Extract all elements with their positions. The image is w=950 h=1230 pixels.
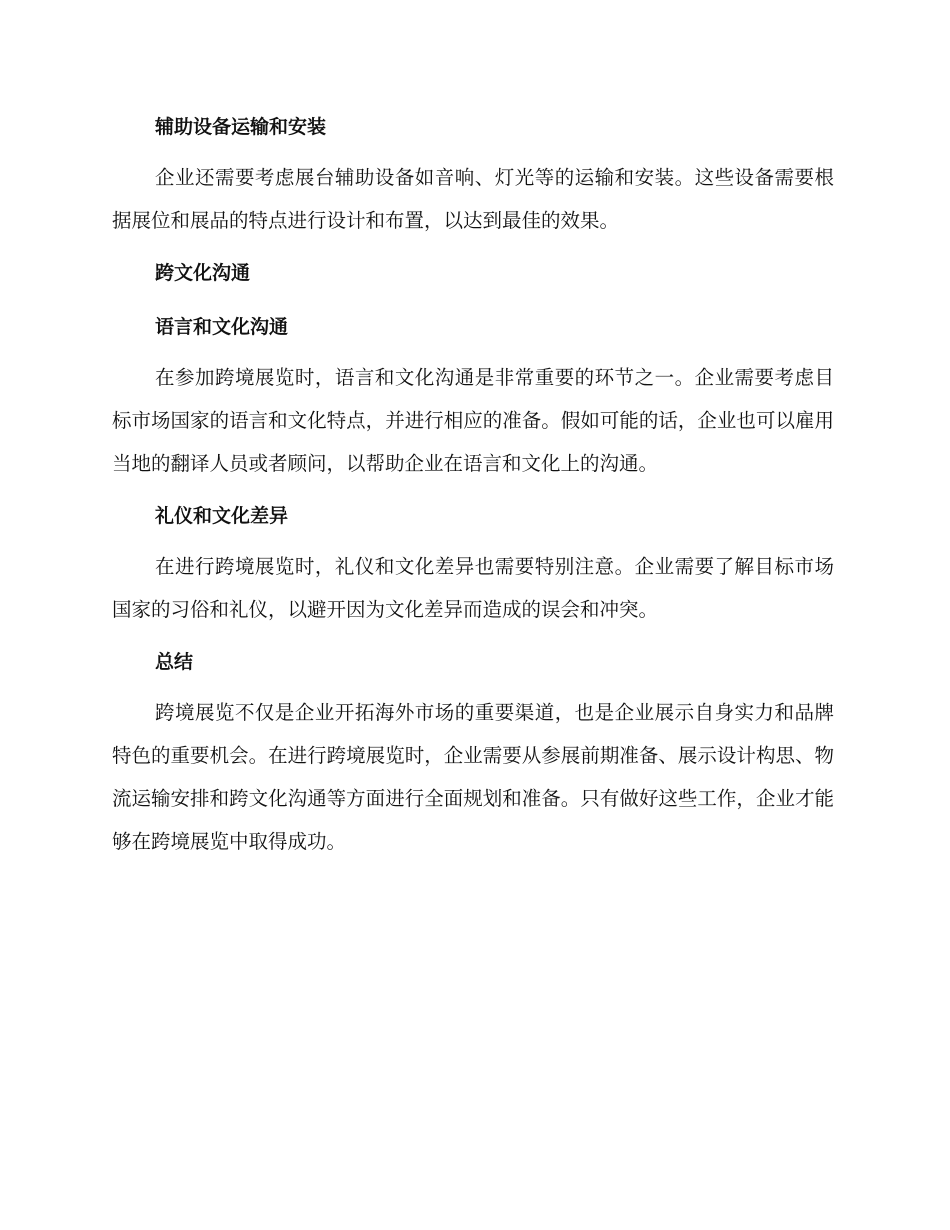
section-heading-summary: 总结 xyxy=(155,651,194,673)
section-heading-etiquette: 礼仪和文化差异 xyxy=(155,505,289,527)
document-page xyxy=(112,106,834,873)
section-heading-language: 语言和文化沟通 xyxy=(155,316,289,338)
paragraph-equipment: 企业还需要考虑展台辅助设备如音响、灯光等的运输和安装。这些设备需要根据展位和展品的特点进行设计和布置，以达到最佳的效果。 xyxy=(112,166,834,232)
section-heading-equipment: 辅助设备运输和安装 xyxy=(155,116,327,138)
paragraph-etiquette: 在进行跨境展览时，礼仪和文化差异也需要特别注意。企业需要了解目标市场国家的习俗和礼仪，以避开因为文化差异而造成的误会和冲突。 xyxy=(112,555,834,621)
paragraph-language: 在参加跨境展览时，语言和文化沟通是非常重要的环节之一。企业需要考虑目标市场国家的语言和文化特点，并进行相应的准备。假如可能的话，企业也可以雇用当地的翻译人员或者顾问，以帮助企业在语言和文化上的沟通。 xyxy=(112,366,834,475)
section-heading-cross-cultural: 跨文化沟通 xyxy=(155,262,251,284)
paragraph-summary: 跨境展览不仅是企业开拓海外市场的重要渠道，也是企业展示自身实力和品牌特色的重要机会。在进行跨境展览时，企业需要从参展前期准备、展示设计构思、物流运输安排和跨文化沟通等方面进行全面规划和准备。只有做好这些工作，企业才能够在跨境展览中取得成功。 xyxy=(112,701,834,853)
